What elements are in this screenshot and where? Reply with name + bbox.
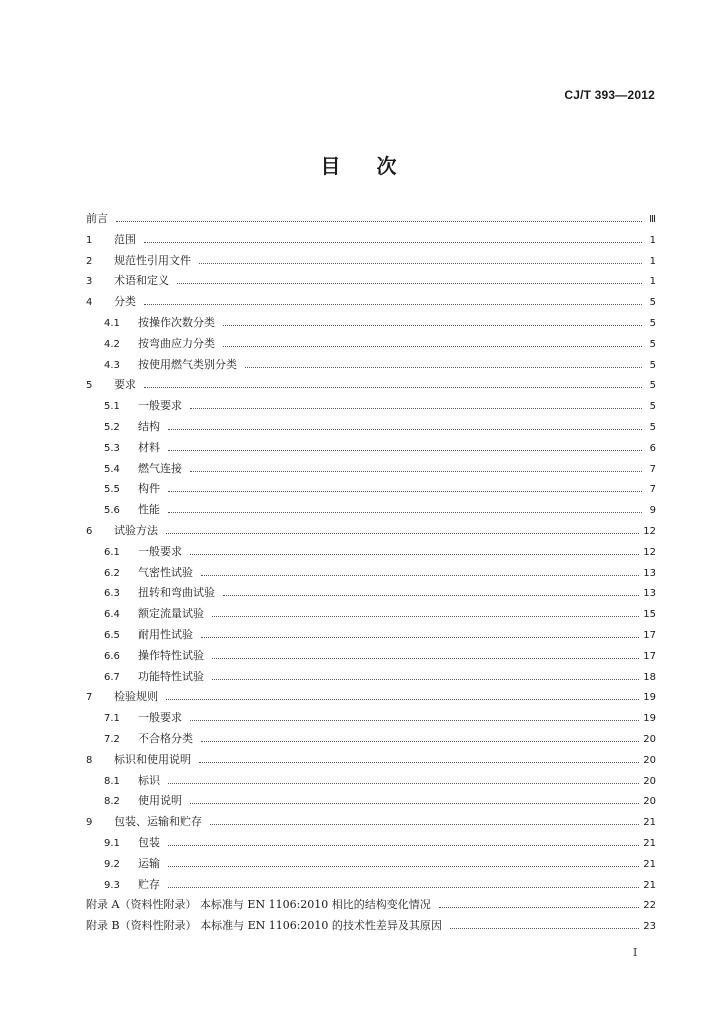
toc-entry[interactable] — [86, 916, 656, 937]
toc-entry-label: 标识和使用说明 — [114, 752, 191, 766]
title-char-left: 目 — [320, 154, 341, 178]
toc-entry-number: 7.1 — [104, 713, 120, 725]
toc-entry[interactable] — [86, 708, 656, 729]
toc-entry[interactable] — [86, 459, 656, 480]
toc-leader-dots — [223, 334, 642, 347]
toc-entry-label: 试验方法 — [114, 523, 158, 537]
toc-entry-number: 5 — [86, 380, 93, 392]
toc-entry[interactable] — [86, 521, 656, 542]
toc-entry[interactable] — [86, 438, 656, 459]
toc-leader-dots — [168, 875, 639, 888]
toc-leader-dots — [190, 791, 639, 804]
toc-entry[interactable] — [86, 687, 656, 708]
toc-leader-dots — [168, 417, 642, 430]
toc-entry-page: 1 — [649, 276, 656, 288]
toc-entry-page: 13 — [643, 588, 656, 600]
toc-entry-page: 13 — [643, 567, 656, 579]
toc-entry[interactable] — [86, 209, 656, 230]
toc-entry[interactable] — [86, 771, 656, 792]
toc-entry-page: 5 — [649, 359, 656, 371]
toc-entry-page: 23 — [643, 921, 656, 933]
toc-leader-dots — [168, 771, 639, 784]
toc-entry-number: 4.1 — [104, 317, 120, 329]
toc-entry-number: 6.3 — [104, 588, 120, 600]
toc-leader-dots — [116, 209, 642, 222]
toc-entry-page: 20 — [643, 796, 656, 808]
toc-entry[interactable] — [86, 604, 656, 625]
toc-entry-page: 7 — [649, 463, 656, 475]
toc-entry-page: 9 — [649, 505, 656, 517]
toc-entry-label: 分类 — [114, 295, 136, 309]
toc-entry-page: 21 — [643, 837, 656, 849]
toc-entry-label: 按使用燃气类别分类 — [138, 357, 237, 371]
toc-entry[interactable] — [86, 583, 656, 604]
toc-entry-page: 5 — [649, 380, 656, 392]
standard-code: CJ/T 393—2012 — [564, 88, 655, 102]
toc-entry-label: 操作特性试验 — [138, 648, 204, 662]
toc-leader-dots — [223, 313, 642, 326]
toc-entry[interactable] — [86, 791, 656, 812]
toc-entry-number: 5.3 — [104, 442, 120, 454]
toc-entry-page: 7 — [649, 484, 656, 496]
toc-leader-dots — [168, 500, 642, 513]
toc-entry-label: 耐用性试验 — [138, 627, 193, 641]
toc-entry[interactable] — [86, 625, 656, 646]
toc-entry-label: 要求 — [114, 378, 136, 392]
toc-entry-label: 术语和定义 — [114, 274, 169, 288]
toc-entry[interactable] — [86, 812, 656, 833]
toc-entry[interactable] — [86, 895, 656, 916]
toc-entry-number: 3 — [86, 276, 93, 288]
toc-entry-page: 17 — [643, 629, 656, 641]
toc-leader-dots — [201, 563, 639, 576]
toc-entry-number: 4 — [86, 297, 93, 309]
toc-entry-number: 5.1 — [104, 401, 120, 413]
toc-entry-label: 气密性试验 — [138, 565, 193, 579]
toc-entry-page: 20 — [643, 775, 656, 787]
toc-entry-number: 5.6 — [104, 505, 120, 517]
toc-entry-page: 5 — [649, 317, 656, 329]
toc-entry[interactable] — [86, 542, 656, 563]
toc-entry-page: 5 — [649, 338, 656, 350]
toc-entry-page: 1 — [649, 255, 656, 267]
toc-leader-dots — [210, 812, 639, 825]
title-char-right: 次 — [376, 154, 397, 178]
toc-leader-dots — [144, 375, 642, 388]
toc-entry-number: 6.4 — [104, 609, 120, 621]
toc-leader-dots — [439, 895, 639, 908]
toc-entry-label: 性能 — [138, 503, 160, 517]
toc-leader-dots — [190, 542, 639, 555]
toc-entry-page: 17 — [643, 650, 656, 662]
toc-entry[interactable] — [86, 334, 656, 355]
toc-leader-dots — [212, 646, 639, 659]
toc-leader-dots — [199, 251, 642, 264]
toc-entry-page: 18 — [643, 671, 656, 683]
toc-entry[interactable] — [86, 271, 656, 292]
toc-entry-number: 9.2 — [104, 858, 120, 870]
toc-entry-number: 9.1 — [104, 837, 120, 849]
toc-leader-dots — [199, 750, 639, 763]
toc-entry-label: 包装 — [138, 835, 160, 849]
toc-entry-number: 6.5 — [104, 629, 120, 641]
toc-entry-label: 构件 — [138, 482, 160, 496]
toc-leader-dots — [212, 604, 639, 617]
toc-entry-page: 21 — [643, 879, 656, 891]
toc-leader-dots — [190, 396, 642, 409]
toc-leader-dots — [166, 521, 639, 534]
toc-leader-dots — [212, 667, 639, 680]
toc-leader-dots — [201, 625, 639, 638]
toc-entry[interactable] — [86, 355, 656, 376]
toc-entry-label: 额定流量试验 — [138, 607, 204, 621]
toc-entry-page: 21 — [643, 858, 656, 870]
toc-leader-dots — [450, 916, 639, 929]
toc-leader-dots — [168, 833, 639, 846]
toc-entry-page: 19 — [643, 713, 656, 725]
toc-leader-dots — [144, 292, 642, 305]
toc-entry-number: 4.2 — [104, 338, 120, 350]
toc-entry-page: 20 — [643, 733, 656, 745]
toc-entry[interactable] — [86, 375, 656, 396]
toc-leader-dots — [168, 438, 642, 451]
toc-entry-page: Ⅲ — [649, 214, 656, 225]
toc-entry-label: 一般要求 — [138, 711, 182, 725]
toc-entry-number: 6.2 — [104, 567, 120, 579]
toc-entry-label: 按弯曲应力分类 — [138, 336, 215, 350]
toc-entry-number: 6.7 — [104, 671, 120, 683]
toc-entry-number: 7.2 — [104, 733, 120, 745]
toc-entry-label: 附录 B（资料性附录） 本标准与 EN 1106:2010 的技术性差异及其原因 — [86, 919, 442, 933]
toc-entry[interactable] — [86, 667, 656, 688]
toc-entry-page: 5 — [649, 297, 656, 309]
toc-entry[interactable] — [86, 292, 656, 313]
toc-entry-number: 5.5 — [104, 484, 120, 496]
toc-leader-dots — [245, 355, 642, 368]
toc-entry-number: 8.2 — [104, 796, 120, 808]
toc-entry-page: 12 — [643, 546, 656, 558]
toc-entry-label: 附录 A（资料性附录） 本标准与 EN 1106:2010 相比的结构变化情况 — [86, 898, 431, 912]
toc-leader-dots — [190, 708, 639, 721]
toc-entry-page: 6 — [649, 442, 656, 454]
toc-entry-number: 8.1 — [104, 775, 120, 787]
toc-entry-label: 不合格分类 — [138, 731, 193, 745]
toc-entry-label: 功能特性试验 — [138, 669, 204, 683]
page-number: I — [633, 946, 638, 959]
toc-entry[interactable] — [86, 500, 656, 521]
toc-entry[interactable] — [86, 313, 656, 334]
toc-entry-number: 8 — [86, 754, 93, 766]
toc-entry-number: 2 — [86, 255, 93, 267]
toc-entry-page: 5 — [649, 401, 656, 413]
toc-entry-page: 22 — [643, 900, 656, 912]
toc-entry-label: 标识 — [138, 773, 160, 787]
toc-entry-label: 贮存 — [138, 877, 160, 891]
toc-entry-label: 检验规则 — [114, 690, 158, 704]
page-title — [0, 150, 717, 179]
toc-entry-number: 9.3 — [104, 879, 120, 891]
toc-entry-number: 6 — [86, 525, 93, 537]
toc-entry[interactable] — [86, 230, 656, 251]
table-of-contents — [86, 209, 656, 937]
toc-leader-dots — [190, 459, 642, 472]
toc-entry-label: 使用说明 — [138, 794, 182, 808]
toc-entry-number: 7 — [86, 692, 93, 704]
toc-entry-page: 15 — [643, 609, 656, 621]
toc-entry-label: 结构 — [138, 419, 160, 433]
toc-entry[interactable] — [86, 563, 656, 584]
toc-entry[interactable] — [86, 854, 656, 875]
toc-entry-label: 按操作次数分类 — [138, 315, 215, 329]
toc-entry[interactable] — [86, 479, 656, 500]
toc-entry-page: 1 — [649, 234, 656, 246]
toc-entry-page: 20 — [643, 754, 656, 766]
toc-entry[interactable] — [86, 417, 656, 438]
toc-leader-dots — [166, 687, 639, 700]
toc-entry-label: 一般要求 — [138, 399, 182, 413]
toc-entry-label: 包装、运输和贮存 — [114, 815, 202, 829]
toc-entry[interactable] — [86, 646, 656, 667]
toc-entry-number: 6.6 — [104, 650, 120, 662]
toc-entry-label: 扭转和弯曲试验 — [138, 586, 215, 600]
toc-entry-label: 前言 — [86, 212, 108, 225]
toc-entry[interactable] — [86, 251, 656, 272]
toc-entry[interactable] — [86, 750, 656, 771]
toc-entry[interactable] — [86, 729, 656, 750]
toc-leader-dots — [223, 583, 639, 596]
toc-entry-number: 4.3 — [104, 359, 120, 371]
toc-entry-page: 21 — [643, 817, 656, 829]
toc-entry-page: 5 — [649, 421, 656, 433]
toc-entry-number: 5.4 — [104, 463, 120, 475]
toc-entry-number: 9 — [86, 817, 93, 829]
toc-entry-label: 一般要求 — [138, 544, 182, 558]
toc-leader-dots — [168, 854, 639, 867]
toc-entry-number: 6.1 — [104, 546, 120, 558]
toc-entry[interactable] — [86, 875, 656, 896]
toc-entry-label: 燃气连接 — [138, 461, 182, 475]
toc-leader-dots — [201, 729, 639, 742]
toc-leader-dots — [177, 271, 642, 284]
toc-leader-dots — [168, 479, 642, 492]
toc-entry-label: 运输 — [138, 856, 160, 870]
toc-leader-dots — [144, 230, 642, 243]
toc-entry[interactable] — [86, 396, 656, 417]
toc-entry-label: 规范性引用文件 — [114, 253, 191, 267]
toc-entry-label: 材料 — [138, 440, 160, 454]
toc-entry-label: 范围 — [114, 232, 136, 246]
toc-entry-number: 1 — [86, 234, 93, 246]
toc-entry[interactable] — [86, 833, 656, 854]
toc-entry-number: 5.2 — [104, 421, 120, 433]
toc-entry-page: 19 — [643, 692, 656, 704]
toc-entry-page: 12 — [643, 525, 656, 537]
